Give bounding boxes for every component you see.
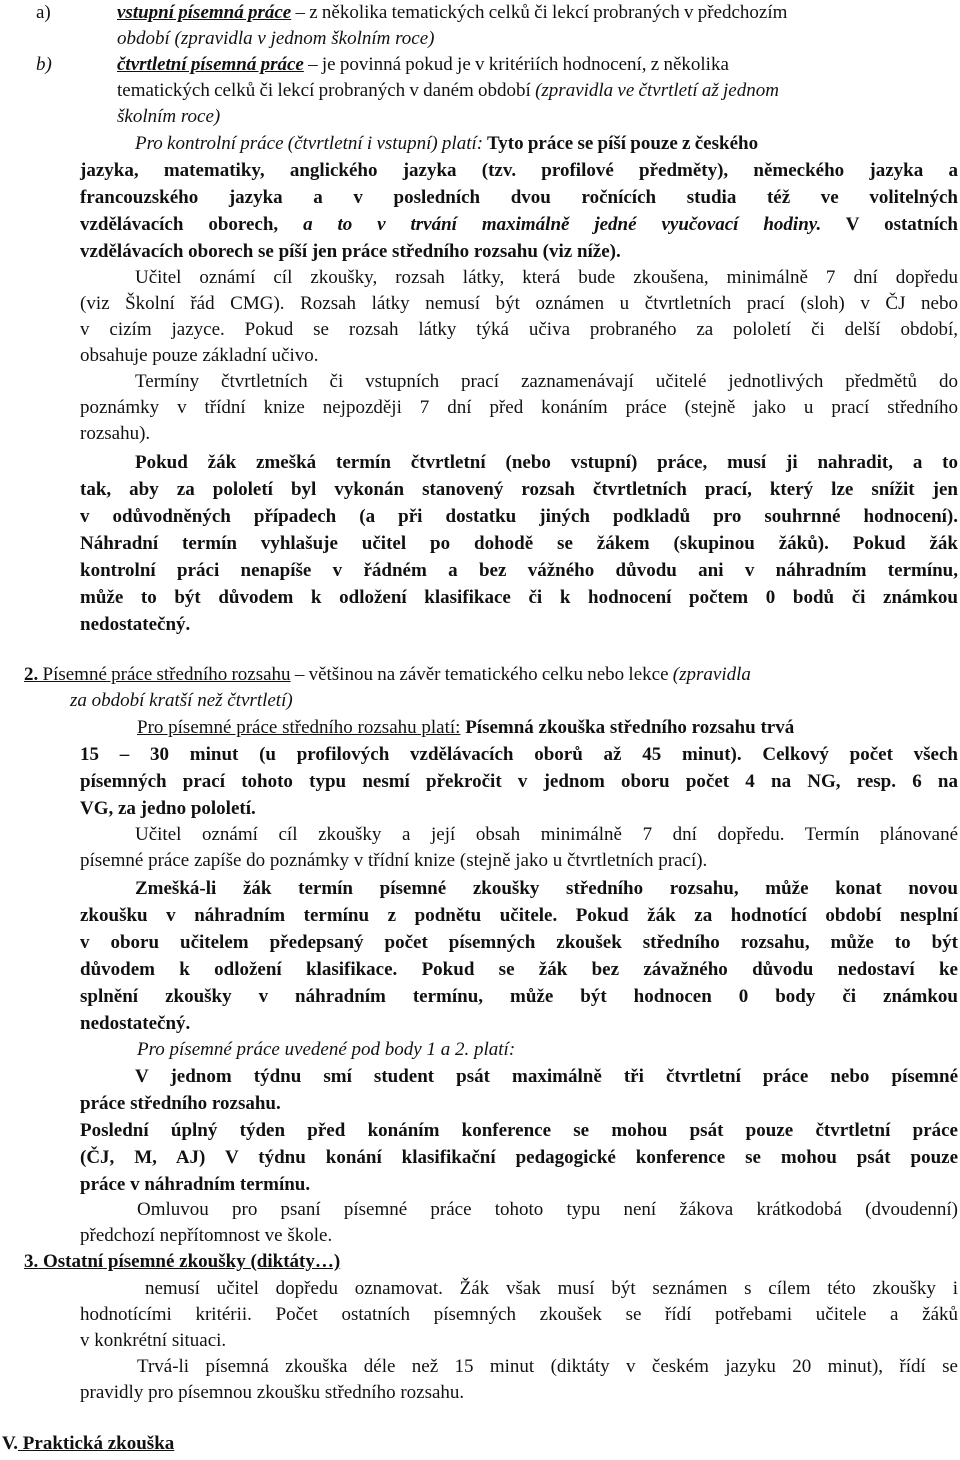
zmeska2-line-6: nedostatečný.	[80, 1013, 191, 1034]
ostatni-line-1: nemusí učitel dopředu oznamovat. Žák však musí být seznámen s cílem této zkoušky i	[145, 1278, 958, 1299]
zmeska2-line-2: zkoušku v náhradním termínu z podnětu učitele. Pokud žák za hodnotící období nesplní	[80, 905, 958, 926]
zmeska2-line-3: v oboru učitelem předepsaný počet písemných zkoušek středního rozsahu, může to být	[80, 932, 958, 953]
omluva-line-1: Omluvou pro psaní písemné práce tohoto typu není žákova krátkodobá (dvoudenní)	[137, 1199, 958, 1220]
section-2-rule-line-3: písemných prací tohoto typu nesmí překročit v jednom oboru počet 4 na NG, resp. 6 na	[80, 771, 958, 792]
ucitel1-line-2: (viz Školní řád CMG). Rozsah látky nemusí být oznámen u čtvrtletních prací (sloh) v ČJ nebo	[80, 293, 958, 314]
section-2-rule-line-2: 15 – 30 minut (u profilových vzdělávacích oborů až 45 minut). Celkový počet všech	[80, 744, 958, 765]
kontrolni-line-3: francouzského jazyka a v posledních dvou ročnících studia též ve volitelných	[80, 187, 958, 208]
item-b-marker: b)	[36, 54, 52, 75]
body12-line-1: V jednom týdnu smí student psát maximálně tři čtvrtletní práce nebo písemné	[135, 1066, 958, 1087]
zmeska-line-1: Pokud žák zmešká termín čtvrtletní (nebo vstupní) práce, musí ji nahradit, a to	[135, 452, 958, 473]
section-5-title: Praktická zkouška	[18, 1433, 175, 1454]
kontrolni-line-1: Pro kontrolní práce (čtvrtletní i vstupní) platí: Tyto práce se píší pouze z českého	[135, 133, 759, 154]
posledni-line-3: práce v náhradním termínu.	[80, 1174, 311, 1195]
item-a-line-1: vstupní písemná práce – z několika tematických celků či lekcí probraných v předchozím	[117, 2, 788, 23]
section-2-rule-label: Pro písemné práce středního rozsahu platí:	[137, 717, 461, 738]
item-a-marker: a)	[36, 2, 51, 23]
posledni-line-2: (ČJ, M, AJ) V týdnu konání klasifikační pedagogické konference se mohou psát pouze	[80, 1147, 958, 1168]
section-2-rule-line-4: VG, za jedno pololetí.	[80, 798, 256, 819]
ucitel2-line-1: Učitel oznámí cíl zkoušky a její obsah minimálně 7 dní dopředu. Termín plánované	[135, 824, 958, 845]
section-2-title: Písemné práce středního rozsahu	[38, 664, 291, 685]
item-b-line-1: čtvrtletní písemná práce – je povinná pokud je v kritériích hodnocení, z několika	[117, 54, 729, 75]
section-3-heading	[24, 1249, 340, 1276]
trva-line-1: Trvá-li písemná zkouška déle než 15 minut (diktáty v českém jazyku 20 minut), řídí se	[137, 1356, 958, 1377]
section-2-line-2: za období kratší než čtvrtletí)	[70, 690, 293, 711]
item-a-line-2: období (zpravidla v jednom školním roce)	[117, 28, 435, 49]
body12-line-2: práce středního rozsahu.	[80, 1093, 281, 1114]
ucitel1-line-4: obsahuje pouze základní učivo.	[80, 345, 319, 366]
section-5-number: V.	[2, 1433, 19, 1454]
terminy-line-3: rozsahu).	[80, 423, 151, 444]
zmeska2-line-4: důvodem k odložení klasifikace. Pokud se žák bez závažného důvodu nedostaví ke	[80, 959, 958, 980]
ostatni-line-3: v konkrétní situaci.	[80, 1330, 227, 1351]
zmeska-line-5: kontrolní práci nenapíše v řádném a bez vážného důvodu ani v náhradním termínu,	[80, 560, 958, 581]
ucitel1-line-1: Učitel oznámí cíl zkoušky, rozsah látky, která bude zkoušena, minimálně 7 dní dopředu	[135, 267, 958, 288]
zmeska2-line-5: splnění zkoušky v náhradním termínu, může být hodnocen 0 body či známkou	[80, 986, 958, 1007]
item-b-title: čtvrtletní písemná práce	[117, 54, 304, 75]
section-3-number: 3.	[24, 1251, 39, 1272]
terminy-line-2: poznámky v třídní knize nejpozději 7 dní před konáním práce (stejně jako u prací středního	[80, 397, 958, 418]
zmeska-line-7: nedostatečný.	[80, 614, 191, 635]
zmeska2-line-1: Zmešká-li žák termín písemné zkoušky středního rozsahu, může konat novou	[135, 878, 958, 899]
body12-label: Pro písemné práce uvedené pod body 1 a 2. platí:	[137, 1039, 516, 1060]
ucitel1-line-3: v cizím jazyce. Pokud se rozsah látky týká učiva probraného za pololetí či delší období,	[80, 319, 958, 340]
terminy-line-1: Termíny čtvrtletních či vstupních prací zaznamenávají učitelé jednotlivých předmětů do	[135, 371, 958, 392]
ostatni-line-2: hodnotícími kritérii. Počet ostatních písemných zkoušek se řídí potřebami učitele a žáků	[80, 1304, 958, 1325]
kontrolni-line-5: vzdělávacích oborech se píší jen práce středního rozsahu (viz níže).	[80, 241, 621, 262]
ucitel2-line-2: písemné práce zapíše do poznámky v třídní knize (stejně jako u čtvrtletních prací).	[80, 850, 708, 871]
item-b-line-2: tematických celků či lekcí probraných v daném období (zpravidla ve čtvrtletí až jednom	[117, 80, 779, 101]
omluva-line-2: předchozí nepřítomnost ve škole.	[80, 1225, 333, 1246]
section-2-number: 2.	[24, 664, 39, 685]
trva-line-2: pravidly pro písemnou zkoušku středního rozsahu.	[80, 1382, 465, 1403]
section-5-heading	[2, 1431, 174, 1458]
zmeska-line-6: může to být důvodem k odložení klasifikace či k hodnocení počtem 0 bodů či známkou	[80, 587, 958, 608]
zmeska-line-2: tak, aby za pololetí byl vykonán stanovený rozsah čtvrtletních prací, který lze snížit jen	[80, 479, 958, 500]
section-3-title: Ostatní písemné zkoušky (diktáty…)	[38, 1251, 341, 1272]
zmeska-line-4: Náhradní termín vyhlašuje učitel po dohodě se žákem (skupinou žáků). Pokud žák	[80, 533, 958, 554]
zmeska-line-3: v odůvodněných případech (a při dostatku jiných podkladů pro souhrnné hodnocení).	[80, 506, 958, 527]
kontrolni-line-2: jazyka, matematiky, anglického jazyka (tzv. profilové předměty), německého jazyka a	[80, 160, 958, 181]
posledni-line-1: Poslední úplný týden před konáním konference se mohou psát pouze čtvrtletní práce	[80, 1120, 958, 1141]
section-2-rule-line-1: Pro písemné práce středního rozsahu platí: Písemná zkouška středního rozsahu trvá	[137, 717, 795, 738]
kontrolni-rule-label: Pro kontrolní práce (čtvrtletní i vstupní) platí:	[135, 133, 484, 154]
item-b-line-3: školním roce)	[117, 106, 221, 127]
kontrolni-line-4: vzdělávacích oborech, a to v trvání maximálně jedné vyučovací hodiny. V ostatních	[80, 214, 958, 235]
section-2-heading: 2. Písemné práce středního rozsahu – většinou na závěr tematického celku nebo lekce (zpravidla	[24, 664, 751, 685]
item-a-title: vstupní písemná práce	[117, 2, 292, 23]
